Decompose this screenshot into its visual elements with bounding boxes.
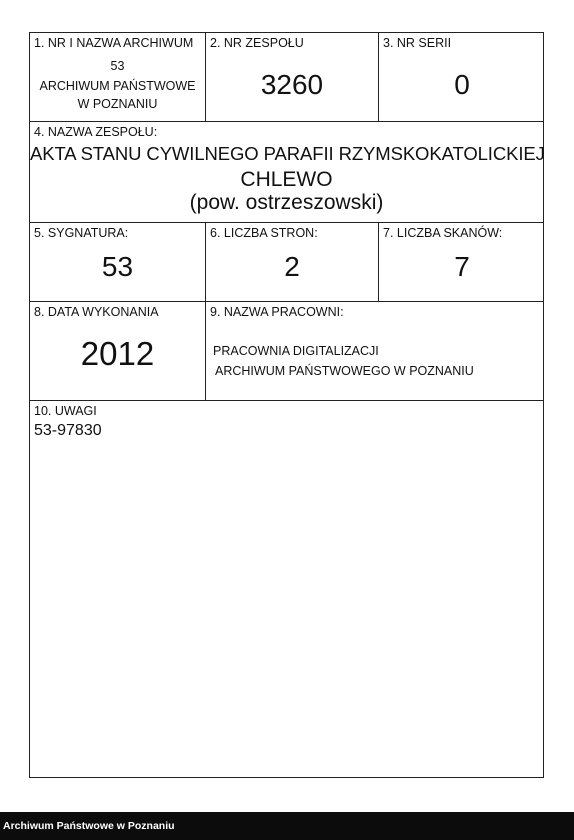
archive-name-line1: ARCHIWUM PAŃSTWOWE <box>39 79 196 93</box>
series-number-label: 3. NR SERII <box>383 36 452 50</box>
footer-bar <box>0 812 574 840</box>
signature-label: 5. SYGNATURA: <box>34 226 129 240</box>
cell-scans <box>379 223 545 301</box>
fond-number-label: 2. NR ZESPOŁU <box>210 36 304 50</box>
cell-signature <box>30 223 206 301</box>
archive-number: 53 <box>110 59 125 73</box>
series-number-value: 0 <box>454 69 470 100</box>
footer-text: Archiwum Państwowe w Poznaniu <box>3 820 175 832</box>
cell-pages <box>206 223 379 301</box>
fond-name-line3: (pow. ostrzeszowski) <box>189 191 384 214</box>
archive-label: 1. NR I NAZWA ARCHIWUM <box>34 36 194 50</box>
lab-name-line1: PRACOWNIA DIGITALIZACJI <box>213 344 379 358</box>
row-execution <box>30 302 543 401</box>
cell-series-number <box>379 33 545 121</box>
fond-number-value: 3260 <box>260 69 324 100</box>
fond-name-label: 4. NAZWA ZESPOŁU: <box>34 125 158 139</box>
cell-lab <box>206 302 545 400</box>
scans-value: 7 <box>454 251 470 282</box>
archive-record-card <box>29 32 544 778</box>
cell-archive <box>30 33 206 121</box>
pages-label: 6. LICZBA STRON: <box>210 226 318 240</box>
scans-label: 7. LICZBA SKANÓW: <box>383 226 503 240</box>
notes-value: 53-97830 <box>34 422 102 439</box>
fond-name-line1: AKTA STANU CYWILNEGO PARAFII RZYMSKOKATOLICKIEJ <box>30 143 545 164</box>
lab-label: 9. NAZWA PRACOWNI: <box>210 305 344 319</box>
date-value: 2012 <box>80 335 155 372</box>
cell-fond-number <box>206 33 379 121</box>
row-archive-info <box>30 33 543 122</box>
notes-section <box>30 401 543 777</box>
notes-label: 10. UWAGI <box>34 404 97 418</box>
row-fond-name <box>30 122 543 223</box>
fond-name-line2: CHLEWO <box>240 168 333 191</box>
pages-value: 2 <box>284 251 300 282</box>
date-label: 8. DATA WYKONANIA <box>34 305 159 319</box>
archive-name-line2: W POZNANIU <box>77 97 158 111</box>
signature-value: 53 <box>101 251 134 282</box>
cell-date <box>30 302 206 400</box>
row-counts <box>30 223 543 302</box>
lab-name-line2: ARCHIWUM PAŃSTWOWEGO W POZNANIU <box>215 364 474 378</box>
